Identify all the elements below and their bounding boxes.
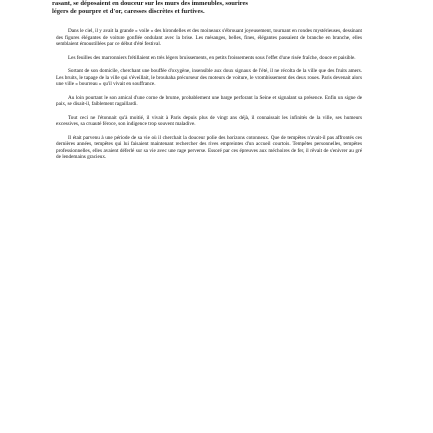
paragraph: Sortant de son domicile, cherchant une bouffée d'oxygène, insensible aux doux signaux de l'été, il ne récolta de la ville que des fruits amers. Les bruits, le tapage de la ville qui s'éveillait, le brouhaha précurseur des moteurs de voiture, le vrombissement des deux roues. Paris devenait alors une ville « bourreau » qu'il vivait en souffrance. (56, 68, 362, 87)
paragraph: Dans le ciel, il y avait la grande « voile » des hirondelles et des moineaux s'ébrouant joyeusement, tournant en rondes mystérieuses, dessinant des figures élégantes de voiture gonflée ondulant avec la brise. Les mésanges, belles, fines, élégantes passaient de branche en branche, elles semblaient émoustillées par ce début d'été festival. (56, 28, 362, 47)
body-text (56, 28, 362, 168)
paragraph: Tout ceci ne l'étonnait qu'à moitié, il vivait à Paris depuis plus de vingt ans déjà, il connaissait les infinités de la ville, ses humeurs excessives, sa cruauté féroce, son indigence trop souvent maladive. (56, 114, 362, 127)
header-line: rasant, se déposaient en douceur sur les murs des immeubles, sourires (52, 0, 248, 7)
paragraph: Au loin pourtant le son amical d'une corne de brume, probablement une barge perforant la Seine et signalant sa présence. Enfin un signe de paix, se disait-il, faiblement ragaillardi. (56, 94, 362, 107)
paragraph: Les feuilles des marronniers frétillaient en très légers bruissements, en petits froissements sous l'effet d'une risée fraîche, douce et paisible. (68, 54, 356, 61)
page-header (52, 0, 420, 17)
paragraph: Il était parvenu à une période de sa vie où il cherchait la douceur polie des horizons cotonneux. Que de tempêtes n'avait-il pas affrontés ces dernières années, tempêtes qui lui faisaient maintenant rechercher des rives empreintes d'un accueil courtois. Tempêtes personnelles, tempêtes professionnelles, elles avaient déferlé sur sa vie avec une rage perverse. Essoré par ces épreuves aux méchoires de fer, il rêvait de s'enivrer au gré de lendemains gracieux. (56, 134, 362, 160)
header-line: légers de pourpre et d'or, caresses discrètes et furtives. (52, 8, 205, 16)
